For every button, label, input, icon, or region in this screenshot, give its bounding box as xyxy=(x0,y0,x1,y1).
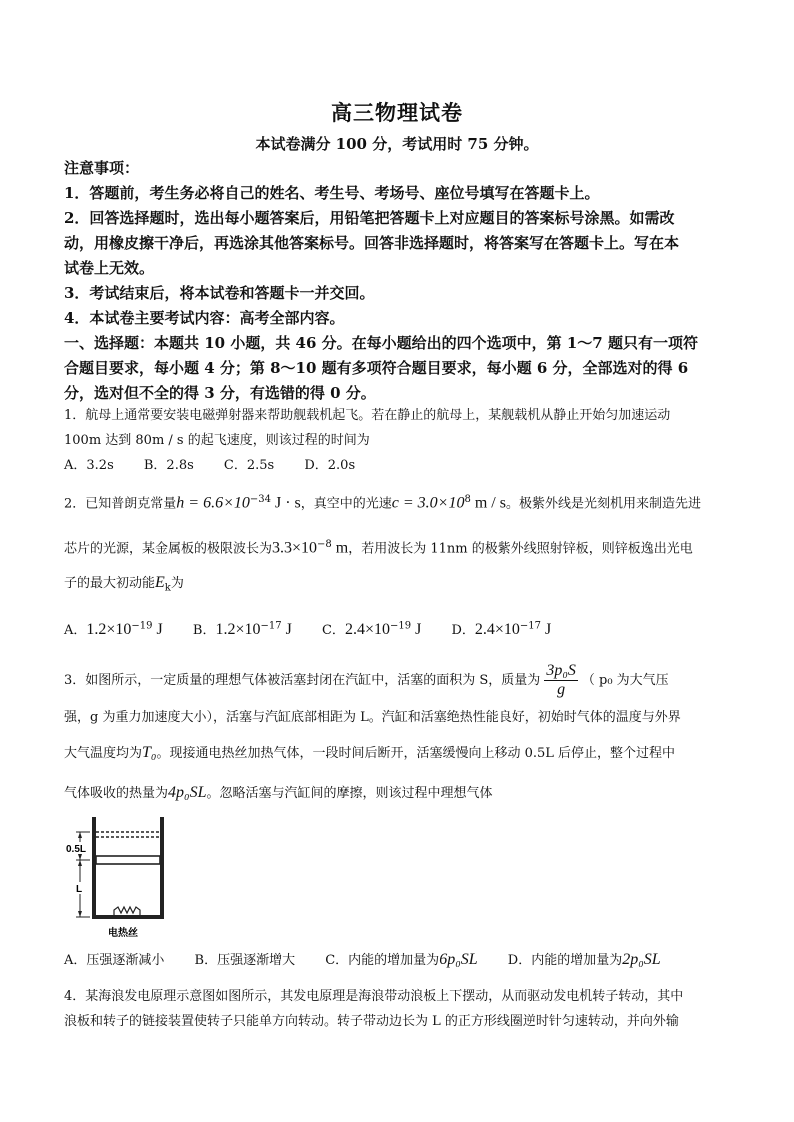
note-item: 动，用橡皮擦干净后，再选涂其他答案标号。回答非选择题时，将答案写在答题卡上。写在本 xyxy=(64,234,680,252)
question-3-text: 气体吸收的热量为4p₀SL。忽略活塞与汽缸间的摩擦，则该过程中理想气体 xyxy=(64,784,493,801)
question-4-text: 4．某海浪发电原理示意图如图所示，其发电原理是海浪带动浪板上下摆动，从而驱动发电机转子转动，其中 xyxy=(64,989,684,1004)
question-2-options xyxy=(64,617,734,641)
question-3-text: 大气温度均为T₀。现接通电热丝加热气体，一段时间后断开，活塞缓慢向上移动 0.5L 后停止，整个过程中 xyxy=(64,744,676,761)
cylinder-base xyxy=(92,915,164,919)
heater-caption: 电热丝 xyxy=(108,928,138,939)
section-instructions: 分，选对但不全的得 3 分，有选错的得 0 分。 xyxy=(64,384,376,402)
question-4-text: 浪板和转子的链接装置使转子只能单方向转动。转子带动边长为 L 的正方形线圈逆时针匀速转动，并向外输 xyxy=(64,1014,679,1029)
option-b: B．2.8s xyxy=(143,458,194,473)
question-3-text: 3．如图所示，一定质量的理想气体被活塞封闭在汽缸中，活塞的面积为 S，质量为 $\frac{\text{3p₀S}}{g}$ （ p₀ 为大气压 xyxy=(64,662,669,698)
page-title: 高三物理试卷 xyxy=(331,100,463,125)
note-item: 3．考试结束后，将本试卷和答题卡一并交回。 xyxy=(64,284,375,302)
half-l-label: 0.5L xyxy=(66,844,87,855)
option-c: C．$2.4\times 10^{-19}$ J xyxy=(321,621,422,639)
question-2-text: 2．已知普朗克常量$h = 6.6\times 10^{-34}$ J · s，真空中的光速$c = 3.0\times 10^8$ m / s。极紫外线是光刻机用来制造先进 xyxy=(64,494,701,512)
option-d: D．$2.4\times 10^{-17}$ J xyxy=(451,621,552,639)
note-item: 试卷上无效。 xyxy=(64,259,155,277)
option-c: C．内能的增加量为6p₀SL xyxy=(325,951,478,968)
option-a: A．3.2s xyxy=(64,458,114,473)
question-2-text: 子的最大初动能$E_k$为 xyxy=(64,574,184,594)
question-3-text: 强，g 为重力加速度大小），活塞与汽缸底部相距为 L。汽缸和活塞绝热性能良好，初始时气体的温度与外界 xyxy=(64,710,681,725)
question-1-text: 100m 达到 80m / s 的起飞速度，则该过程的时间为 xyxy=(64,433,370,448)
cylinder-right-wall xyxy=(160,817,164,917)
page-subtitle: 本试卷满分 100 分，考试用时 75 分钟。 xyxy=(255,135,539,153)
option-d: D．2.0s xyxy=(304,458,356,473)
question-1-options xyxy=(64,456,734,476)
question-3-options xyxy=(64,950,734,971)
cylinder-left-wall xyxy=(92,817,96,917)
piston xyxy=(96,856,160,864)
option-a: A．$1.2\times 10^{-19}$ J xyxy=(64,621,163,639)
note-item: 1．答题前，考生务必将自己的姓名、考生号、考场号、座位号填写在答题卡上。 xyxy=(64,184,600,202)
option-b: B．压强逐渐增大 xyxy=(194,953,296,968)
mass-fraction: $\frac{\text{3p₀S}}{g}$ xyxy=(546,662,576,698)
cylinder-diagram xyxy=(62,812,172,942)
option-b: B．$1.2\times 10^{-17}$ J xyxy=(192,621,292,639)
note-item: 2．回答选择题时，选出每小题答案后，用铅笔把答题卡上对应题目的答案标号涂黑。如需改 xyxy=(64,209,675,227)
option-a: A．压强逐渐减小 xyxy=(64,953,165,968)
heating-wire-icon xyxy=(114,907,140,915)
notes-heading: 注意事项： xyxy=(64,159,140,177)
note-item: 4．本试卷主要考试内容：高考全部内容。 xyxy=(64,309,345,327)
question-1-text: 1．航母上通常要安装电磁弹射器来帮助舰载机起飞。若在静止的航母上，某舰载机从静止开始匀加速运动 xyxy=(64,408,671,423)
l-label: L xyxy=(76,884,83,895)
question-2-text: 芯片的光源，某金属板的极限波长为$3.3\times 10^{-8}$ m，若用波长为 11nm 的极紫外线照射锌板，则锌板逸出光电 xyxy=(64,539,693,557)
option-d: D．内能的增加量为2p₀SL xyxy=(507,951,661,968)
option-c: C．2.5s xyxy=(223,458,275,473)
section-instructions: 一、选择题：本题共 10 小题，共 46 分。在每小题给出的四个选项中，第 1～7 题只有一项符 xyxy=(64,334,698,352)
section-instructions: 合题目要求，每小题 4 分；第 8～10 题有多项符合题目要求，每小题 6 分，全部选对的得 6 xyxy=(64,359,689,377)
